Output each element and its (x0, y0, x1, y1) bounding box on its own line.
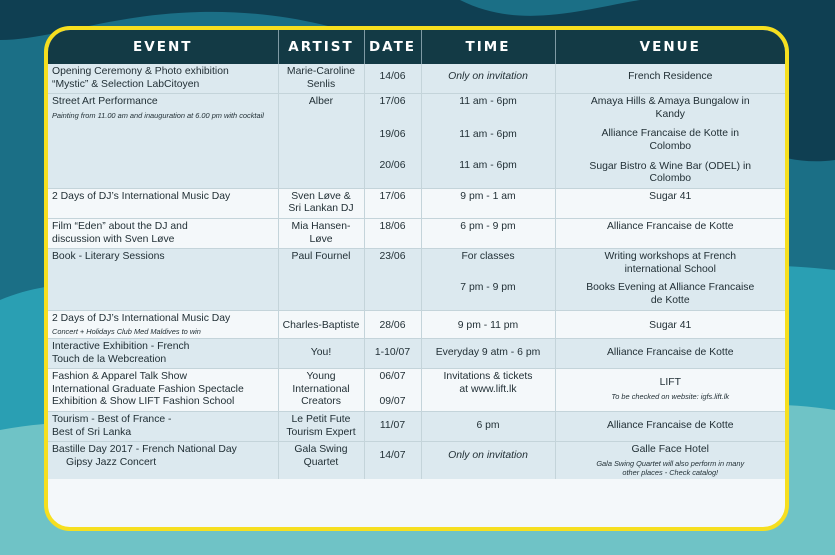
artist-text: Sven Løve & (291, 190, 351, 202)
venue-text: Galle Face Hotel (631, 444, 709, 456)
event-text: Touch de la Webcreation (52, 353, 167, 365)
venue-text: Alliance Francaise de Kotte (607, 347, 734, 359)
event-text: Interactive Exhibition - French (52, 341, 190, 353)
event-text: Film “Eden” about the DJ and (52, 220, 188, 232)
event-text: Opening Ceremony & Photo exhibition (52, 66, 229, 77)
artist-text: You! (310, 347, 332, 359)
event-text: Bastille Day 2017 - French National Day (52, 444, 237, 456)
artist-text: Løve (309, 233, 333, 245)
venue-text: Alliance Francaise de Kotte in Colombo (601, 128, 739, 152)
time-text: 11 am - 6pm (459, 96, 517, 108)
artist-text: Tourism Expert (286, 426, 356, 438)
table-row (48, 188, 785, 218)
venue-text: Amaya Hills & Amaya Bungalow in Kandy (590, 96, 750, 120)
date-text: 09/07 (379, 395, 406, 407)
artist-text: Creators (301, 396, 341, 408)
time-text: Only on invitation (448, 450, 528, 462)
artist-text: Quartet (303, 456, 339, 468)
event-text: discussion with Sven Løve (52, 233, 175, 245)
venue-text: Writing workshops at French international School (604, 251, 736, 275)
date-text: 14/06 (379, 71, 406, 82)
venue-text: Sugar Bistro & Wine Bar (ODEL) in Colombo (589, 160, 752, 185)
event-text: Exhibition & Show LIFT Fashion School (52, 396, 235, 408)
artist-text: Charles-Baptiste (282, 319, 360, 331)
artist-text: Senlis (306, 78, 336, 90)
schedule-table (48, 30, 785, 479)
table-row (48, 94, 785, 189)
time-text: 6 pm (476, 420, 500, 432)
artist-text: International (292, 383, 350, 395)
event-text: Street Art Performance (52, 96, 158, 108)
date-text: 23/06 (379, 251, 406, 263)
table-row (48, 218, 785, 248)
date-text: 17/06 (379, 96, 406, 108)
date-text: 17/06 (379, 190, 406, 202)
table-row (48, 339, 785, 369)
event-text: Gipsy Jazz Concert (66, 456, 157, 468)
event-text: International Graduate Fashion Spectacle (52, 383, 244, 395)
event-note: Concert + Holidays Club Med Maldives to win (52, 327, 201, 337)
time-text: 11 am - 6pm (459, 160, 517, 172)
time-text: 7 pm - 9 pm (460, 281, 516, 293)
header-date: DATE (364, 30, 421, 64)
event-note: Painting from 11.00 am and inauguration at 6.00 pm with cocktail (52, 110, 264, 120)
schedule-frame (44, 26, 789, 531)
event-text: “Mystic” & Selection LabCitoyen (52, 78, 200, 90)
time-text: Everyday 9 atm - 6 pm (435, 347, 541, 359)
artist-text: Alber (308, 96, 334, 108)
date-text: 28/06 (379, 319, 406, 331)
venue-text: Alliance Francaise de Kotte (607, 220, 734, 232)
event-text: 2 Days of DJ’s International Music Day (52, 312, 231, 324)
time-text: Only on invitation (448, 71, 528, 82)
header-time: TIME (421, 30, 555, 64)
event-text: Fashion & Apparel Talk Show (52, 371, 187, 383)
venue-text: Alliance Francaise de Kotte (607, 420, 734, 432)
table-row (48, 442, 785, 479)
artist-text: Paul Fournel (291, 251, 351, 263)
time-text: For classes (461, 251, 515, 263)
time-text: at www.lift.lk (459, 383, 517, 395)
artist-text: Young (306, 371, 336, 383)
date-text: 19/06 (379, 128, 406, 140)
time-text: 11 am - 6pm (459, 128, 517, 140)
date-text: 1-10/07 (374, 347, 411, 359)
artist-text: Le Petit Fute (291, 414, 351, 426)
table-row (48, 64, 785, 94)
venue-text: Books Evening at Alliance Francaise de Kotte (586, 282, 755, 306)
header-row (48, 30, 785, 64)
venue-note: To be checked on website: igfs.lift.lk (611, 391, 730, 401)
header-artist: ARTIST (278, 30, 364, 64)
event-text: Book - Literary Sessions (52, 251, 165, 263)
event-text: Best of Sri Lanka (52, 426, 132, 438)
venue-note: Gala Swing Quartet will also perform in many other places - Check catalog! (596, 458, 745, 477)
date-text: 14/07 (379, 450, 406, 462)
time-text: 6 pm - 9 pm (460, 220, 516, 232)
date-text: 11/07 (379, 420, 406, 432)
header-event: EVENT (48, 30, 278, 64)
venue-text: Sugar 41 (649, 190, 692, 202)
event-text: Tourism - Best of France - (52, 414, 172, 426)
table-row (48, 369, 785, 412)
date-text: 18/06 (379, 220, 406, 232)
table-row (48, 249, 785, 310)
date-text: 06/07 (379, 371, 406, 383)
venue-text: Sugar 41 (649, 319, 692, 331)
time-text: 9 pm - 1 am (460, 190, 516, 202)
artist-text: Mia Hansen- (291, 220, 351, 232)
table-row (48, 310, 785, 339)
event-text: 2 Days of DJ’s International Music Day (52, 190, 231, 202)
artist-text: Marie-Caroline (286, 66, 356, 77)
header-venue: VENUE (555, 30, 785, 64)
date-text: 20/06 (379, 160, 406, 172)
artist-text: Gala Swing (294, 444, 348, 456)
time-text: Invitations & tickets (443, 371, 533, 383)
venue-text: LIFT (659, 377, 681, 389)
artist-text: Sri Lankan DJ (288, 203, 354, 215)
table-row (48, 412, 785, 442)
venue-text: French Residence (628, 71, 713, 82)
time-text: 9 pm - 11 pm (457, 319, 519, 331)
